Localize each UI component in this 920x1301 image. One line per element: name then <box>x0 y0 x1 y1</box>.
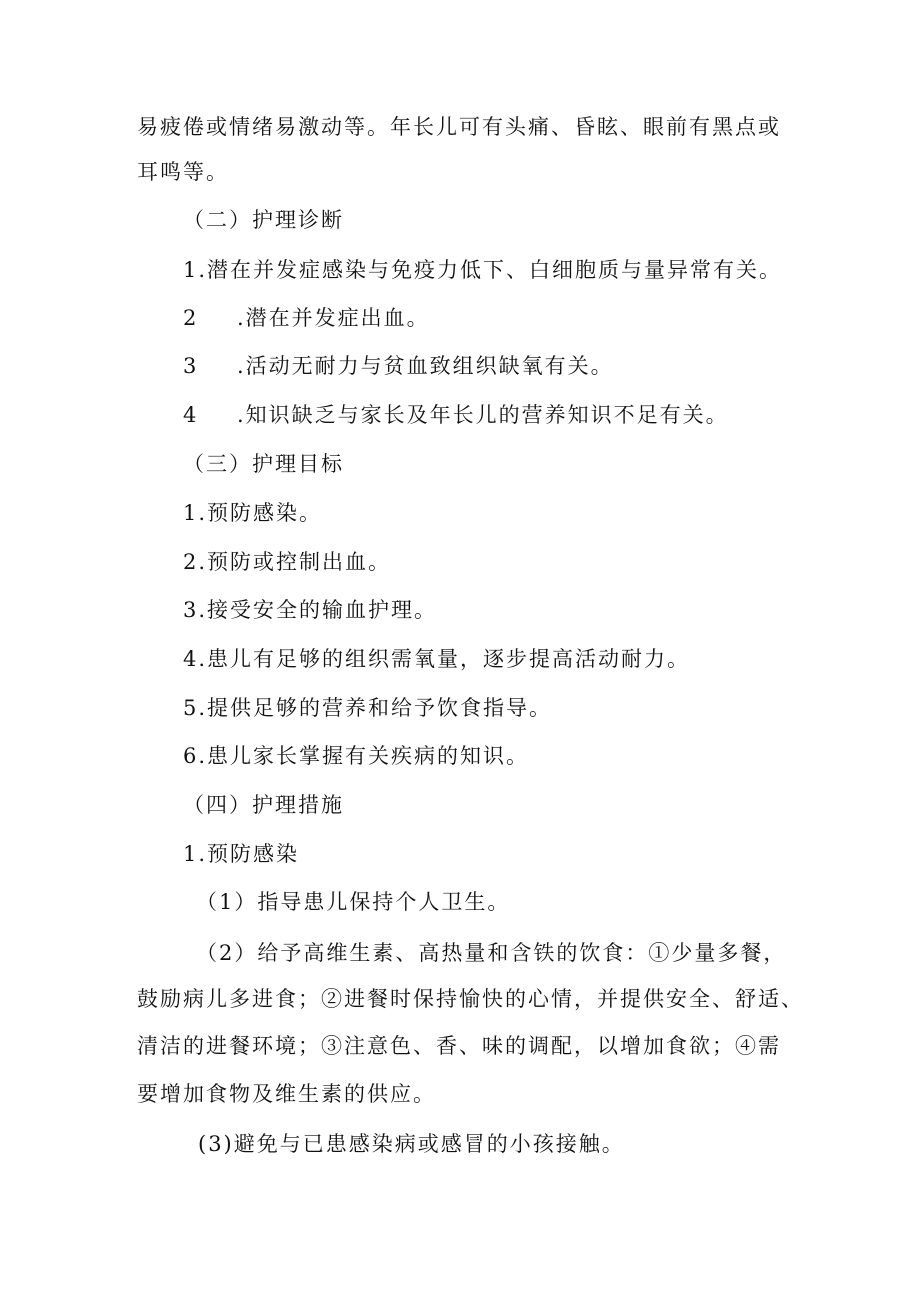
item-text: .知识缺乏与家长及年长儿的营养知识不足有关。 <box>237 403 729 427</box>
intro-line-1: 易疲倦或情绪易激动等。年长儿可有头痛、昏眩、眼前有黑点或 <box>137 115 781 139</box>
item-number: 1 <box>183 842 199 866</box>
measure-paragraph-2-line-3: 清洁的进餐环境；③注意色、香、味的调配，以增加食欲；④需 <box>137 1034 781 1058</box>
goal-item-1 <box>183 498 322 528</box>
item-number: 3 <box>183 598 199 622</box>
item-text: .预防感染。 <box>198 501 323 525</box>
item-text: .预防或控制出血。 <box>198 550 392 574</box>
item-text: .患儿家长掌握有关疾病的知识。 <box>198 744 530 768</box>
item-number: 6 <box>183 744 199 768</box>
goal-item-5 <box>183 693 552 723</box>
diagnosis-item-2 <box>183 303 430 333</box>
section-heading-diagnosis: （二）护理诊断 <box>183 208 344 232</box>
goal-item-3 <box>183 595 437 625</box>
item-number: 2 <box>183 550 199 574</box>
measure-paragraph-1: （1）指导患儿保持个人卫生。 <box>196 890 511 914</box>
measure-paragraph-2-line-2: 鼓励病儿多进食；②进餐时保持愉快的心情，并提供安全、舒适、 <box>137 987 804 1011</box>
item-text: .患儿有足够的组织需氧量，逐步提高活动耐力。 <box>198 647 691 671</box>
item-text: .潜在并发症感染与免疫力低下、白细胞质与量异常有关。 <box>198 258 783 282</box>
diagnosis-item-4 <box>183 400 729 430</box>
item-number: 2 <box>183 306 199 330</box>
item-number: 1 <box>183 501 199 525</box>
item-number: 5 <box>183 696 199 720</box>
item-number: 4 <box>183 403 199 427</box>
section-heading-goals: （三）护理目标 <box>183 452 344 476</box>
item-text: .活动无耐力与贫血致组织缺氧有关。 <box>237 354 614 378</box>
item-text: .潜在并发症出血。 <box>237 306 430 330</box>
diagnosis-item-3 <box>183 351 614 381</box>
goal-item-6 <box>183 741 529 771</box>
goal-item-4 <box>183 644 690 674</box>
item-number: 1 <box>183 258 199 282</box>
measure-paragraph-3: (3)避免与已患感染病或感冒的小孩接触。 <box>198 1132 625 1156</box>
measure-subheading-1 <box>183 839 299 869</box>
item-text: .接受安全的输血护理。 <box>198 598 438 622</box>
item-text: .提供足够的营养和给予饮食指导。 <box>198 696 553 720</box>
goal-item-2 <box>183 547 391 577</box>
item-number: 4 <box>183 647 199 671</box>
intro-line-2: 耳鸣等。 <box>137 160 229 184</box>
measure-paragraph-2-line-4: 要增加食物及维生素的供应。 <box>137 1082 436 1106</box>
measure-paragraph-2-line-1: （2）给予高维生素、高热量和含铁的饮食：①少量多餐， <box>196 941 787 965</box>
section-heading-measures: （四）护理措施 <box>183 793 344 817</box>
diagnosis-item-1 <box>183 255 782 285</box>
item-text: .预防感染 <box>198 842 300 866</box>
item-number: 3 <box>183 354 199 378</box>
